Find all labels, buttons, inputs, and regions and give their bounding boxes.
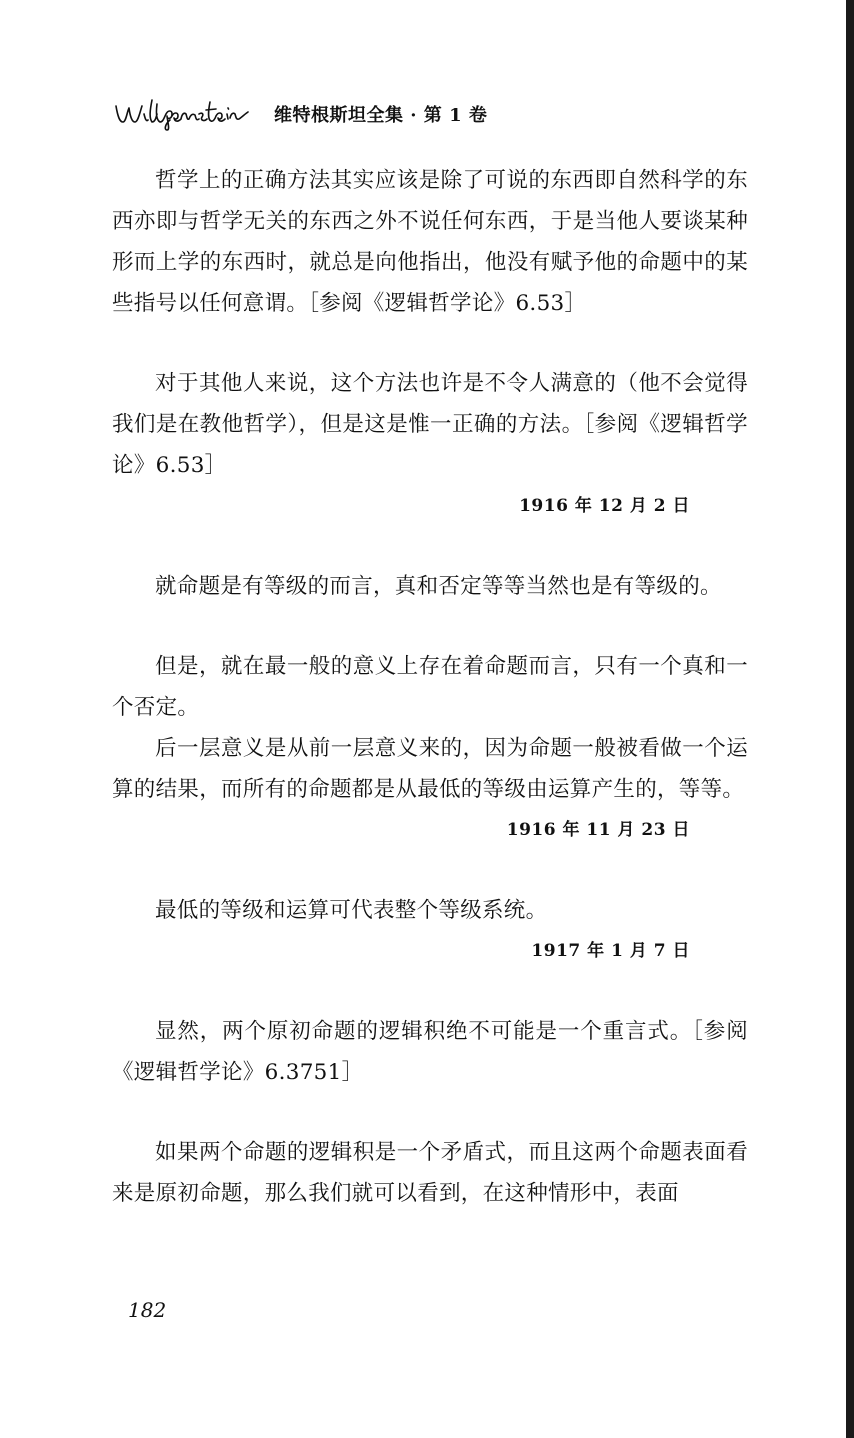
paragraph: 就命题是有等级的而言，真和否定等等当然也是有等级的。 [155,574,722,599]
entry-date: 1916 年 11 月 23 日 [506,820,690,840]
paragraph: 最低的等级和运算可代表整个等级系统。 [155,898,548,923]
paragraph: 如果两个命题的逻辑积是一个矛盾式，而且这两个命题表面看来是原初命题，那么我们就可以看到，在这种情形中，表面 [112,1140,748,1206]
paragraph: 但是，就在最一般的意义上存在着命题而言，只有一个真和一个否定。 [112,654,748,720]
running-header [112,92,487,132]
paragraph: 哲学上的正确方法其实应该是除了可说的东西即自然科学的东西亦即与哲学无关的东西之外不说任何东西，于是当他人要谈某种形而上学的东西时，就总是向他指出，他没有赋予他的命题中的某些指号以任何意谓。［参阅《逻辑哲学论》6.53］ [112,168,748,316]
page-body [112,160,748,1214]
paragraph: 对于其他人来说，这个方法也许是不令人满意的（他不会觉得我们是在教他哲学），但是这是惟一正确的方法。［参阅《逻辑哲学论》6.53］ [112,371,748,478]
entry-date: 1916 年 12 月 2 日 [519,496,690,516]
page-number: 182 [128,1298,167,1322]
paragraph: 后一层意义是从前一层意义来的，因为命题一般被看做一个运算的结果，而所有的命题都是从最低的等级由运算产生的，等等。 [112,736,748,802]
paragraph: 显然，两个原初命题的逻辑积绝不可能是一个重言式。［参阅《逻辑哲学论》6.3751］ [112,1019,748,1085]
wittgenstein-signature-icon [112,92,260,132]
header-title: 维特根斯坦全集 · 第 1 卷 [274,105,488,126]
entry-date: 1917 年 1 月 7 日 [531,941,690,961]
page-edge-border [846,0,854,1438]
